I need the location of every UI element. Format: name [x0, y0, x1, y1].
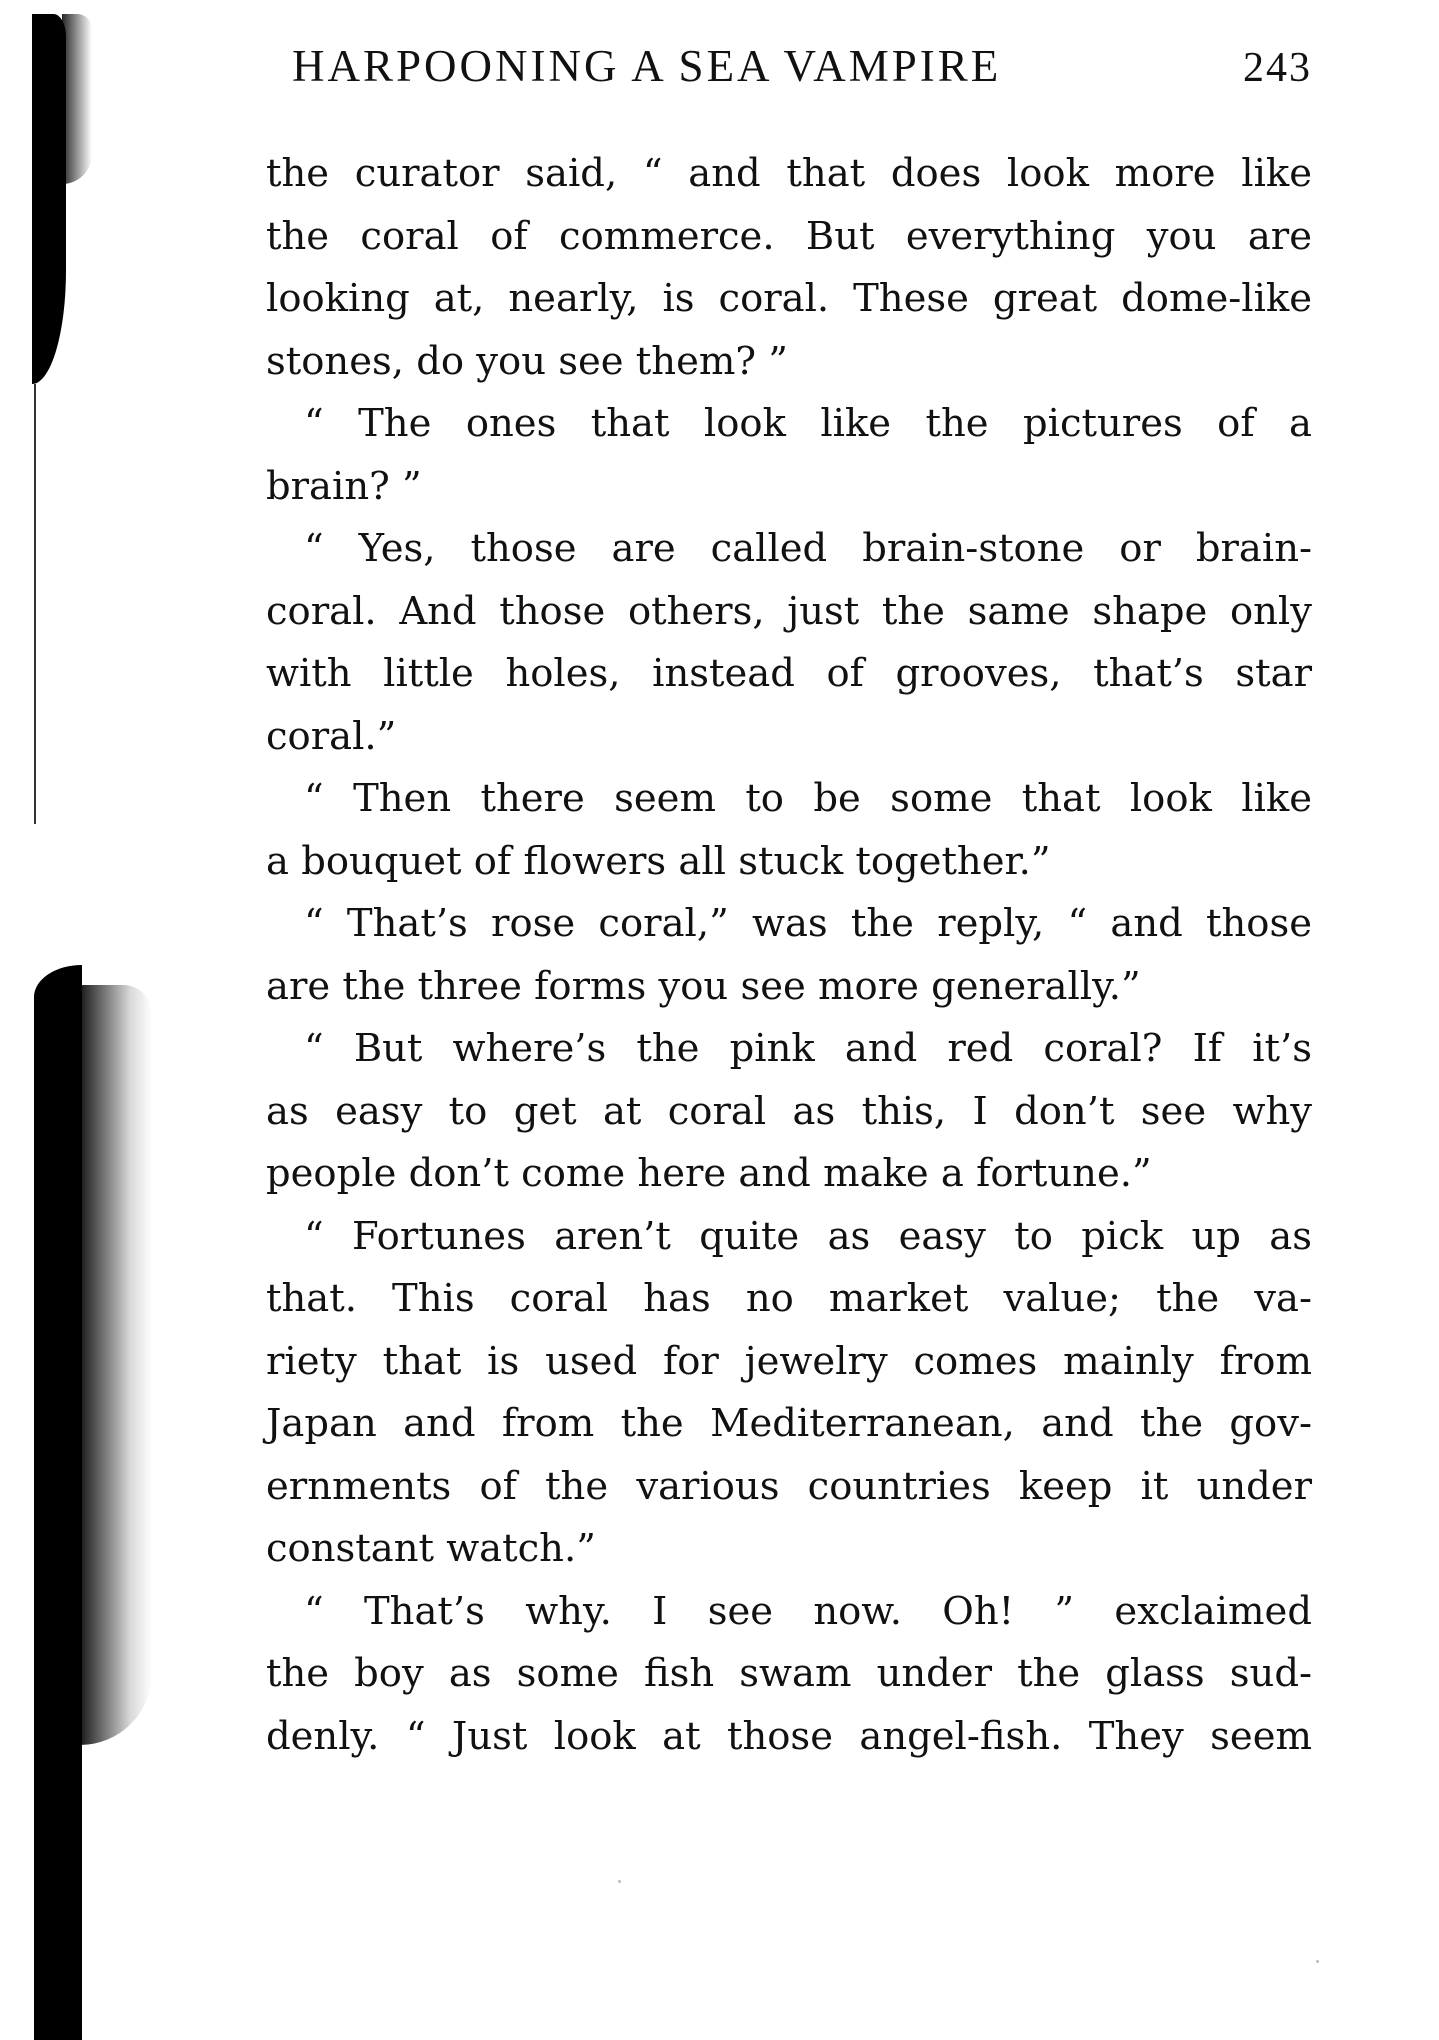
text-line: as easy to get at coral as this, I don’t see why [266, 1088, 1312, 1134]
text-line: the coral of commerce. But everything you are [266, 213, 1312, 259]
text-line: are the three forms you see more generally.” [266, 963, 1141, 1009]
scan-speck [618, 1880, 621, 1883]
text-line: ernments of the various countries keep it under [266, 1463, 1312, 1509]
text-line: “ That’s rose coral,” was the reply, “ and those [304, 901, 1312, 946]
running-head: HARPOONING A SEA VAMPIRE [292, 41, 1002, 91]
text-line: looking at, nearly, is coral. These great dome-like [266, 276, 1312, 321]
text-line: “ That’s why. I see now. Oh! ” exclaimed [304, 1588, 1312, 1634]
binding-shadow-top [32, 14, 66, 384]
text-line: “ But where’s the pink and red coral? If it’s [304, 1026, 1312, 1071]
text-line: coral.” [266, 713, 397, 759]
page-header [292, 40, 1312, 118]
scan-speck [1316, 1960, 1319, 1963]
text-line: stones, do you see them? ” [266, 338, 788, 384]
text-line: the curator said, “ and that does look more like [266, 151, 1312, 196]
text-line: “ Yes, those are called brain-stone or brain- [304, 526, 1312, 571]
text-line: that. This coral has no market value; the va- [266, 1276, 1312, 1321]
text-line: denly. “ Just look at those angel-fish. They seem [266, 1713, 1312, 1759]
binding-shadow-bottom [34, 965, 82, 2040]
page-number: 243 [1243, 45, 1312, 91]
text-line: “ Fortunes aren’t quite as easy to pick up as [304, 1213, 1312, 1259]
text-line: a bouquet of flowers all stuck together.” [266, 838, 1051, 884]
text-line: the boy as some fish swam under the glass sud- [266, 1651, 1312, 1696]
text-line: brain? ” [266, 463, 422, 509]
text-line: constant watch.” [266, 1526, 596, 1571]
book-page [266, 40, 1312, 1768]
text-line: people don’t come here and make a fortune.” [266, 1151, 1152, 1196]
text-line: Japan and from the Mediterranean, and the gov- [266, 1401, 1312, 1446]
text-line: riety that is used for jewelry comes mainly from [266, 1338, 1312, 1384]
binding-edge-line [34, 384, 36, 824]
body-text [266, 143, 1312, 1768]
text-line: with little holes, instead of grooves, that’s star [266, 651, 1312, 696]
text-line: “ The ones that look like the pictures of a [304, 401, 1312, 446]
text-line: “ Then there seem to be some that look like [304, 776, 1312, 821]
text-line: coral. And those others, just the same shape only [266, 588, 1312, 634]
